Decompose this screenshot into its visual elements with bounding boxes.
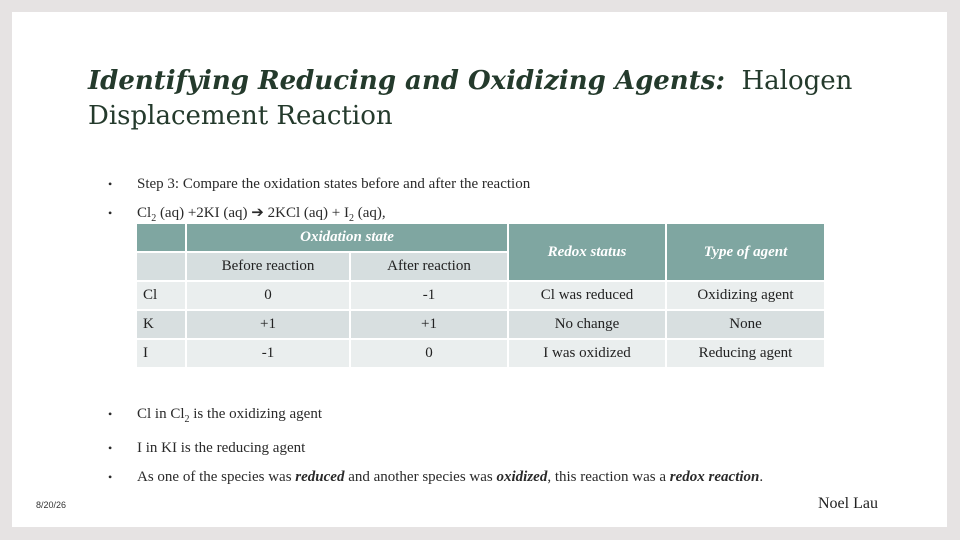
bullet-dot-icon: • [108, 177, 113, 191]
b3-p2: and another species was [344, 469, 497, 485]
cell-element: K [137, 311, 185, 338]
table-row [137, 340, 824, 367]
bullet-oxidizing [108, 400, 763, 434]
bullet-conclusion [108, 463, 763, 492]
b3-oxidized: oxidized [496, 469, 548, 485]
bullet-step [108, 170, 530, 199]
bullet-dot-icon: • [108, 470, 113, 484]
title-rest: Halogen Displacement Reaction [88, 66, 853, 131]
b3-redox: redox reaction [669, 469, 760, 485]
cell-agent: Reducing agent [667, 340, 824, 367]
b1-pre: Cl in Cl [137, 406, 185, 422]
cell-redox: No change [509, 311, 665, 338]
eq-sub2: 2 [348, 213, 354, 224]
header-oxidation-state: Oxidation state [187, 224, 507, 251]
arrow-icon: ➔ [251, 205, 264, 221]
cell-before: -1 [187, 340, 349, 367]
cell-element: I [137, 340, 185, 367]
cell-element: Cl [137, 282, 185, 309]
table-row [137, 282, 824, 309]
table-row [137, 311, 824, 338]
b1-post: is the oxidizing agent [189, 406, 322, 422]
title-emphasis: Identifying Reducing and Oxidizing Agents: [88, 66, 725, 96]
eq-reactants: (aq) +2KI (aq) [156, 205, 252, 221]
b3-p1: As one of the species was [137, 469, 296, 485]
b1-sub: 2 [184, 414, 190, 425]
bullet-dot-icon: • [108, 407, 113, 421]
oxidation-table [135, 222, 826, 369]
bullet-reducing [108, 434, 763, 463]
subheader-blank [137, 253, 185, 280]
eq-cl: Cl [137, 205, 152, 221]
b3-p3: , this reaction was a [547, 469, 670, 485]
bullet-dot-icon: • [108, 441, 113, 455]
eq-sub1: 2 [151, 213, 157, 224]
cell-before: 0 [187, 282, 349, 309]
b2-text: I in KI is the reducing agent [137, 440, 306, 456]
subheader-before: Before reaction [187, 253, 349, 280]
b3-reduced: reduced [295, 469, 345, 485]
cell-after: -1 [351, 282, 507, 309]
header-type-of-agent: Type of agent [667, 224, 824, 280]
eq-tail: (aq), [353, 205, 386, 221]
bullet-dot-icon: • [108, 206, 113, 220]
cell-redox: Cl was reduced [509, 282, 665, 309]
slide-title [88, 64, 908, 134]
cell-before: +1 [187, 311, 349, 338]
cell-agent: None [667, 311, 824, 338]
subheader-after: After reaction [351, 253, 507, 280]
cell-after: 0 [351, 340, 507, 367]
slide [12, 12, 947, 527]
cell-agent: Oxidizing agent [667, 282, 824, 309]
eq-products: 2KCl (aq) + I [263, 205, 349, 221]
header-redox-status: Redox status [509, 224, 665, 280]
slide-date: 8/20/26 [36, 500, 67, 510]
bottom-bullet-list [108, 400, 763, 492]
b3-p4: . [759, 469, 764, 485]
header-blank [137, 224, 185, 251]
cell-after: +1 [351, 311, 507, 338]
cell-redox: I was oxidized [509, 340, 665, 367]
slide-author: Noel Lau [818, 495, 878, 512]
step-text: Step 3: Compare the oxidation states before and after the reaction [137, 176, 531, 192]
